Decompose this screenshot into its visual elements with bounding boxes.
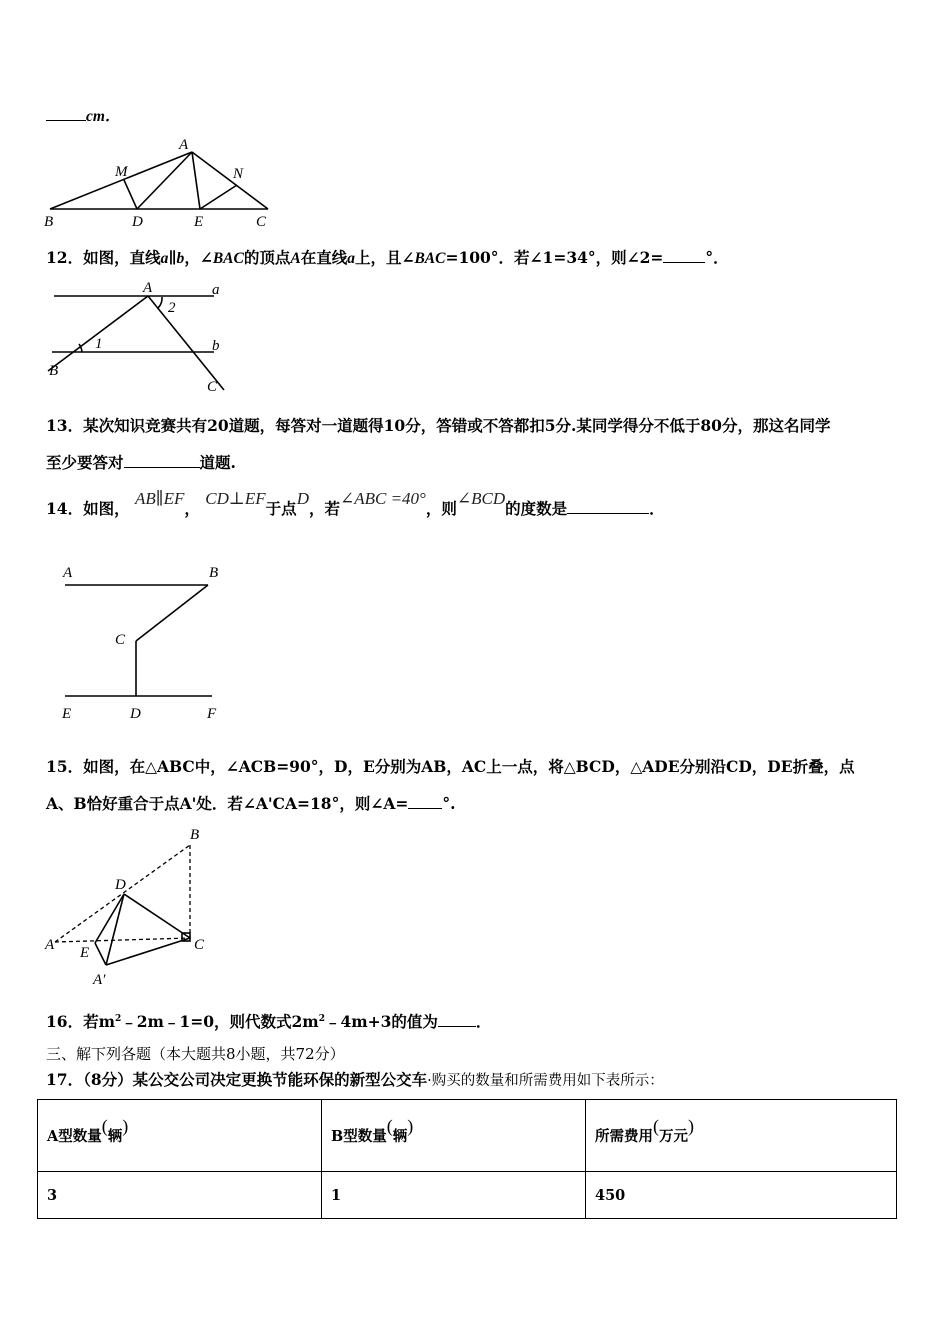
label-A-prime: A′: [93, 972, 106, 988]
label-A: A: [179, 137, 189, 153]
label-A: A: [143, 280, 153, 296]
q14-figure: [56, 560, 236, 730]
label-C: C: [115, 632, 126, 648]
table-header-cost: 所需费用(万元): [586, 1100, 897, 1172]
answer-blank: [46, 106, 86, 121]
label-1: 1: [95, 336, 103, 352]
label-A: A: [45, 937, 55, 953]
answer-blank: [438, 1012, 476, 1027]
label-D: D: [115, 877, 126, 893]
label-E: E: [194, 214, 204, 230]
label-a: a: [212, 282, 220, 298]
label-C: C: [207, 379, 218, 395]
label-C: C: [194, 937, 205, 953]
table-header-a: A型数量(辆): [38, 1100, 322, 1172]
q15-line1: 15．如图，在△ABC中，∠ACB=90°，D，E分别为AB，AC上一点，将△BCD，△ADE分别沿CD，DE折叠，点: [46, 757, 855, 776]
label-F: F: [207, 706, 217, 722]
label-2: 2: [168, 300, 176, 316]
label-M: M: [115, 164, 128, 180]
answer-blank: [663, 248, 705, 263]
q16-text: 16．若$m^2﹣2m﹣1=0$，则代数式$2m^2﹣4m+3$的值为 ．: [46, 1012, 492, 1031]
label-A: A: [63, 565, 73, 581]
table-row: [38, 1172, 897, 1219]
q17-table: [37, 1099, 897, 1219]
q12-figure: [42, 278, 242, 398]
q15-figure: [40, 825, 220, 995]
q13-line2: 至少要答对 道题.: [46, 453, 236, 472]
q14-text: 14．如图， AB∥EF， CD⊥EF于点D，若∠ABC =40°，则∠BCD的度数是 ．: [46, 489, 665, 518]
section-heading: 三、解下列各题（本大题共8小题，共72分）: [46, 1045, 345, 1063]
label-B: B: [49, 363, 59, 379]
table-cell: 450: [586, 1172, 897, 1219]
q11-answer-line: cm．: [46, 104, 120, 126]
label-b: b: [212, 338, 220, 354]
label-D: D: [132, 214, 143, 230]
q17-text: 17．（8分）某公交公司决定更换节能环保的新型公交车·购买的数量和所需费用如下表所示：: [46, 1070, 664, 1089]
table-cell: 1: [322, 1172, 586, 1219]
label-D: D: [130, 706, 141, 722]
table-header-b: B型数量(辆): [322, 1100, 586, 1172]
label-N: N: [233, 166, 244, 182]
answer-blank: [124, 453, 200, 468]
q12-text: 12．如图，直线a∥b，∠BAC的顶点A在直线a上，且∠BAC=100°．若∠1=34°，则∠2= °．: [46, 248, 729, 267]
table-header-row: [38, 1100, 897, 1172]
label-B: B: [44, 214, 54, 230]
q13-line1: 13．某次知识竞赛共有20道题，每答对一道题得10分，答错或不答都扣5分.某同学得分不低于80分，那这名同学: [46, 416, 831, 435]
answer-blank: [567, 499, 649, 514]
q11-figure: [40, 135, 280, 230]
answer-blank: [408, 794, 442, 809]
q15-line2: A、B恰好重合于点A'处．若∠A'CA=18°，则∠A= °.: [46, 794, 456, 813]
label-B: B: [190, 827, 200, 843]
table-cell: 3: [38, 1172, 322, 1219]
label-E: E: [62, 706, 72, 722]
label-E: E: [80, 945, 90, 961]
label-B: B: [209, 565, 219, 581]
label-C: C: [256, 214, 267, 230]
